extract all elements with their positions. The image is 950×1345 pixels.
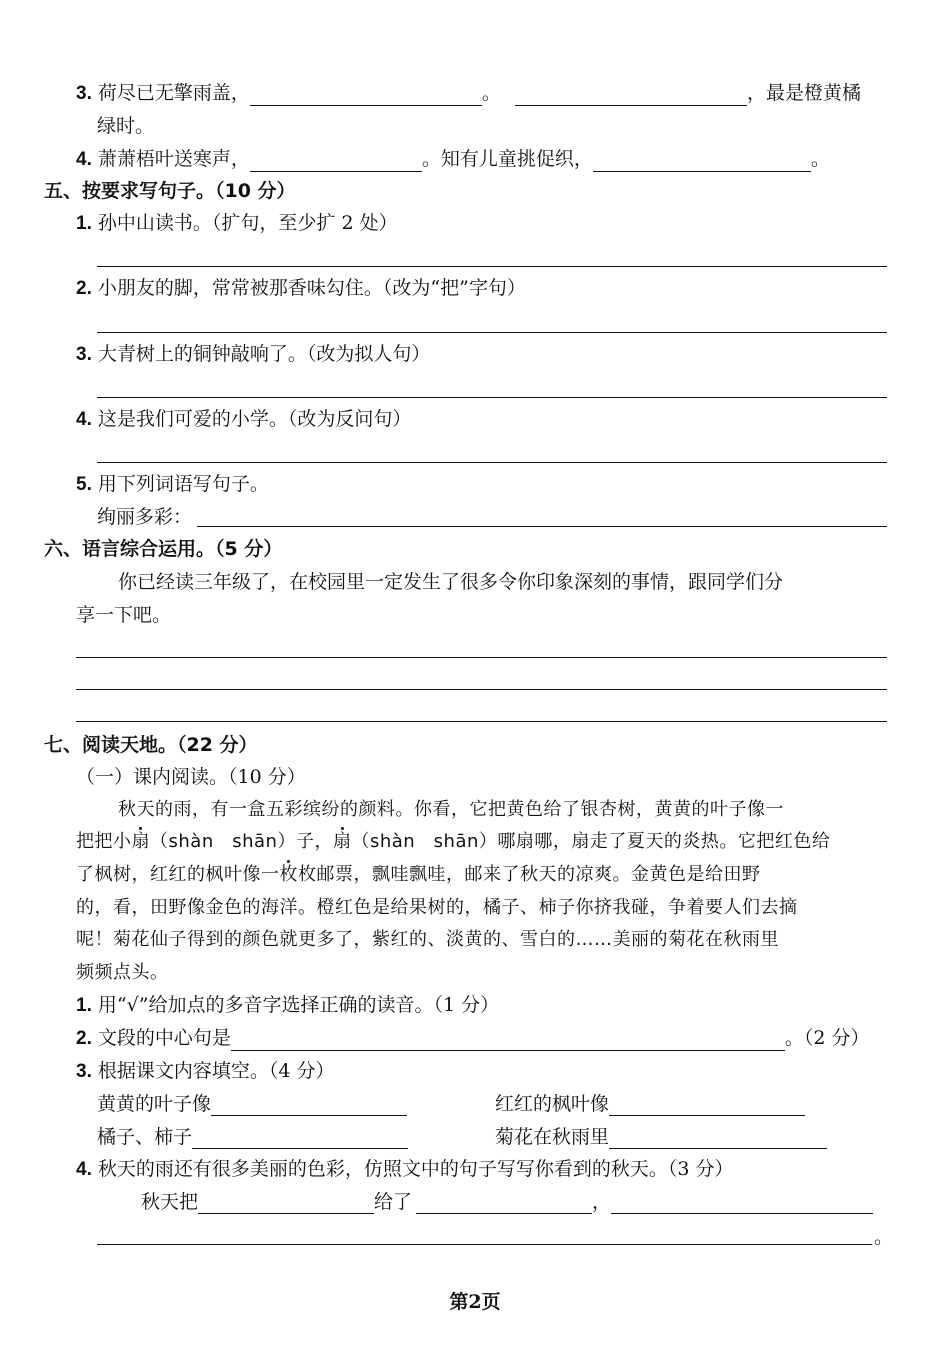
passage-text: 把把小 xyxy=(76,831,132,852)
pinyin-choice[interactable]: （shàn shān）哪扇哪，扇走了夏天的炎热。它把红色给 xyxy=(351,831,831,852)
answer-blank[interactable] xyxy=(609,1095,805,1116)
s7-q3-fill-c xyxy=(97,1125,408,1149)
q-text: 用下列词语写句子。 xyxy=(97,473,269,495)
q-text: 孙中山读书。（扩句，至少扩 2 处） xyxy=(97,212,398,234)
q-number: 4. xyxy=(76,1159,92,1180)
section7-heading: 七、阅读天地。（22 分） xyxy=(44,734,258,756)
fill-label: 秋天把 xyxy=(141,1191,199,1213)
poem-text: 萧萧梧叶送寒声， xyxy=(97,148,250,170)
fill-label: ， xyxy=(592,1191,612,1213)
q-number: 3. xyxy=(76,344,92,365)
q-number: 5. xyxy=(76,474,92,495)
fill-label: 菊花在秋雨里 xyxy=(495,1126,610,1148)
fill-label: 橘子、柿子 xyxy=(97,1126,193,1148)
s7-q1 xyxy=(76,993,499,1018)
q-number: 1. xyxy=(76,213,92,234)
s7-q2 xyxy=(76,1026,870,1051)
dotted-char: 扇 xyxy=(332,831,352,852)
answer-blank[interactable] xyxy=(593,151,811,172)
s7-q3 xyxy=(76,1059,335,1084)
answer-blank[interactable] xyxy=(416,1193,592,1214)
q-text: 用“√”给加点的多音字选择正确的读音。（1 分） xyxy=(97,994,500,1016)
poem-text: 。知有儿童挑促织， xyxy=(421,148,593,170)
section6-prompt-line1: 你已经读三年级了，在校园里一定发生了很多令你印象深刻的事情，跟同学们分 xyxy=(118,571,784,593)
q-text: 这是我们可爱的小学。（改为反问句） xyxy=(97,408,412,430)
poem-q3-line2: 绿时。 xyxy=(97,115,155,137)
section7-subheading: （一）课内阅读。（10 分） xyxy=(76,766,306,788)
passage-text: 枚邮票，飘哇飘哇，邮来了秋天的凉爽。金黄色是给田野 xyxy=(298,864,761,885)
poem-text: ，最是橙黄橘 xyxy=(746,82,861,104)
q-number: 3. xyxy=(76,1061,92,1082)
answer-line[interactable] xyxy=(97,397,887,398)
answer-line[interactable] xyxy=(97,332,887,333)
s7-q4 xyxy=(76,1157,734,1182)
page-number: 第2页 xyxy=(449,1291,501,1313)
q-number: 4. xyxy=(76,149,92,170)
q-number: 2. xyxy=(76,278,92,299)
dotted-char: 枚 xyxy=(279,864,298,885)
q-number: 2. xyxy=(76,1028,92,1049)
answer-blank[interactable] xyxy=(211,1095,407,1116)
poem-text: 荷尽已无擎雨盖， xyxy=(97,82,250,104)
answer-blank[interactable] xyxy=(250,151,422,172)
q-text: 根据课文内容填空。（4 分） xyxy=(97,1060,335,1082)
answer-blank[interactable] xyxy=(515,85,747,106)
s7-q3-fill-a xyxy=(97,1092,407,1116)
passage-line-4: 的，看，田野像金色的海洋。橙红色是给果树的，橘子、柿子你挤我碰，争着要人们去摘 xyxy=(76,897,798,918)
answer-line[interactable] xyxy=(97,266,887,267)
answer-line[interactable] xyxy=(76,689,887,690)
q-text: 秋天的雨还有很多美丽的色彩，仿照文中的句子写写你看到的秋天。（3 分） xyxy=(97,1158,734,1180)
s7-q3-fill-b xyxy=(495,1092,805,1116)
answer-blank[interactable] xyxy=(611,1193,873,1214)
s5-item3 xyxy=(76,342,430,367)
answer-line[interactable] xyxy=(76,721,887,722)
pinyin-choice[interactable]: （shàn shān）子， xyxy=(150,831,333,852)
passage-line-1: 秋天的雨，有一盒五彩缤纷的颜料。你看，它把黄色给了银杏树，黄黄的叶子像一 xyxy=(118,799,784,820)
answer-line[interactable] xyxy=(97,462,887,463)
fill-label: 黄黄的叶子像 xyxy=(97,1093,212,1115)
s5-item2 xyxy=(76,276,526,301)
q-number: 1. xyxy=(76,995,92,1016)
passage-line-2 xyxy=(76,830,830,854)
s7-q3-fill-d xyxy=(495,1125,827,1149)
fill-label: 给了 xyxy=(374,1191,413,1213)
section5-heading: 五、按要求写句子。（10 分） xyxy=(44,180,296,202)
passage-line-6: 频频点头。 xyxy=(76,962,169,983)
q-text: 小朋友的脚，常常被那香味勾住。（改为“把”字句） xyxy=(97,277,526,299)
s5-item4 xyxy=(76,407,411,432)
q-number: 3. xyxy=(76,83,92,104)
poem-q3-line1 xyxy=(76,81,861,106)
q-text: 。（2 分） xyxy=(784,1027,870,1049)
answer-blank[interactable] xyxy=(609,1128,827,1149)
answer-blank[interactable] xyxy=(250,85,482,106)
q-number: 4. xyxy=(76,409,92,430)
passage-text: 了枫树，红红的枫叶像一 xyxy=(76,864,280,885)
s5-item5 xyxy=(76,472,269,497)
answer-blank[interactable] xyxy=(192,1128,408,1149)
answer-line[interactable] xyxy=(97,1244,872,1245)
answer-blank[interactable] xyxy=(231,1030,785,1051)
poem-q4-line xyxy=(76,147,830,172)
dotted-char: 扇 xyxy=(131,831,150,852)
poem-text: 。 xyxy=(481,82,501,104)
passage-line-5: 呢！菊花仙子得到的颜色就更多了，紫红的、淡黄的、雪白的……美丽的菊花在秋雨里 xyxy=(76,929,779,950)
s5-item1 xyxy=(76,211,398,236)
answer-blank[interactable] xyxy=(198,1193,374,1214)
line-end-mark: 。 xyxy=(874,1226,894,1248)
s7-q4-fill xyxy=(141,1190,873,1214)
q-text: 文段的中心句是 xyxy=(97,1027,231,1049)
word-label: 绚丽多彩： xyxy=(97,506,193,528)
fill-label: 红红的枫叶像 xyxy=(495,1093,610,1115)
q-text: 大青树上的铜钟敲响了。（改为拟人句） xyxy=(97,343,431,365)
section6-heading: 六、语言综合运用。（5 分） xyxy=(44,538,283,560)
answer-line[interactable] xyxy=(76,657,887,658)
poem-text: 。 xyxy=(810,148,830,170)
section6-prompt-line2: 享一下吧。 xyxy=(76,604,172,626)
answer-line[interactable] xyxy=(197,526,887,527)
passage-line-3 xyxy=(76,863,761,887)
